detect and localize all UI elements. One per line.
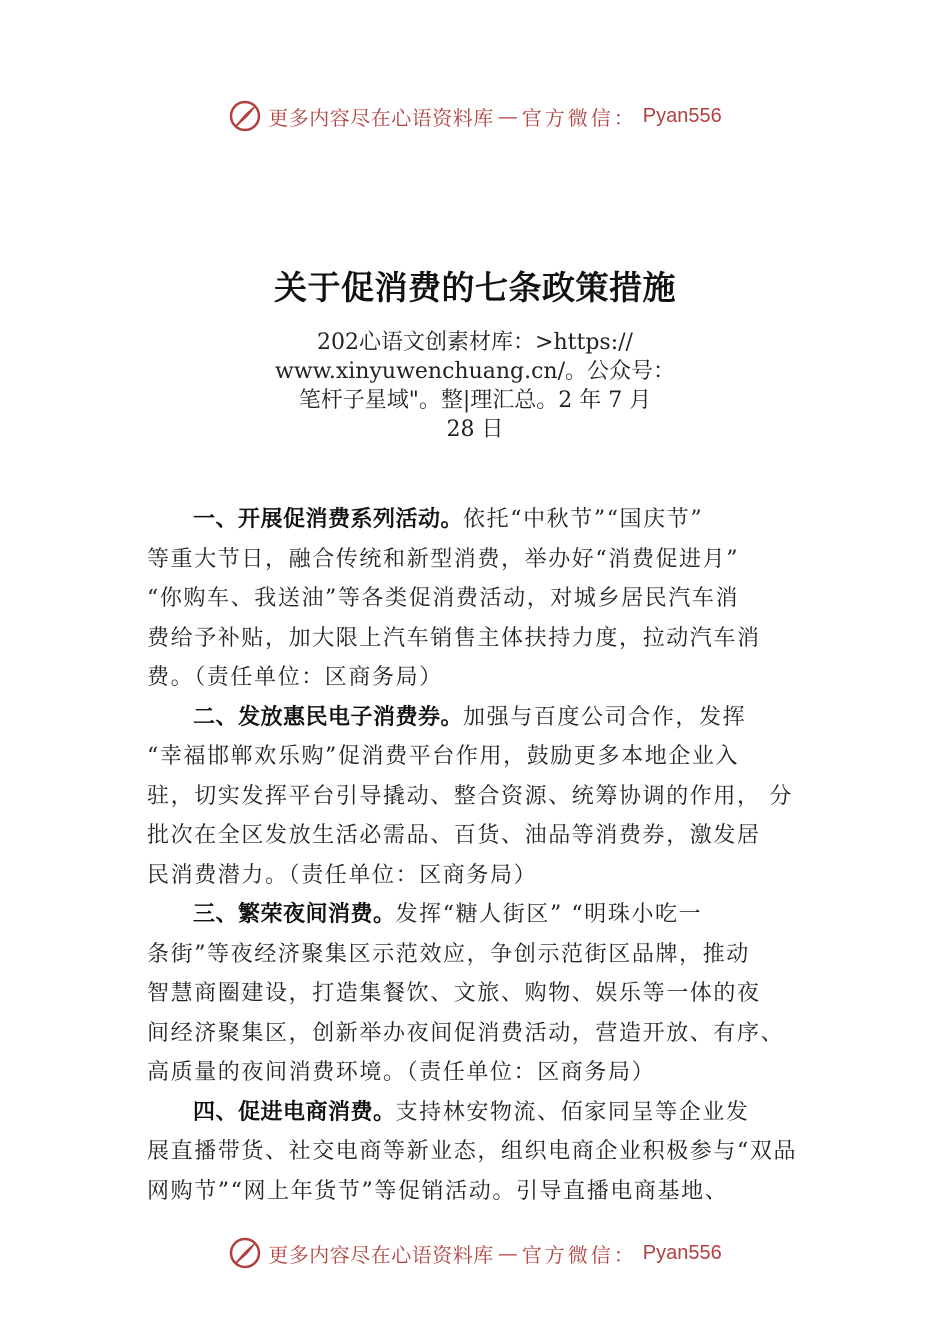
- subtitle-line: 笔杆子星域"。整|理汇总。2 年 7 月: [298, 388, 652, 413]
- paragraph-line: 高质量的夜间消费环境。（责任单位：区商务局）: [147, 1060, 656, 1085]
- paragraph-line: 驻，切实发挥平台引导撬动、整合资源、统筹协调的作用， 分: [147, 783, 793, 809]
- paragraph-line: 展直播带货、社交电商等新业态，组织电商企业积极参与“双品: [147, 1139, 798, 1164]
- paragraph-line: 民消费潜力。（责任单位：区商务局）: [147, 862, 538, 888]
- quill-logo-icon: [228, 99, 262, 133]
- banner-official-label: 官方微信：: [521, 105, 637, 130]
- paragraph-first-line: [147, 1093, 811, 1133]
- subtitle-line: www.xinyuwenchuang.cn/。公众号：: [274, 359, 676, 384]
- section-paragraph: [147, 500, 811, 698]
- section-heading: 二、发放惠民电子消费券。: [193, 704, 464, 730]
- paragraph-first-line: [147, 895, 811, 935]
- header-banner: [0, 96, 950, 136]
- paragraph-line: “幸福邯郸欢乐购”促消费平台作用，鼓励更多本地企业入: [147, 744, 740, 769]
- paragraph-line: 网购节”“网上年货节”等促销活动。引导直播电商基地、: [147, 1178, 729, 1204]
- paragraph-line: 费给予补贴，加大限上汽车销售主体扶持力度，拉动汽车消: [147, 625, 761, 651]
- paragraph-text: 发挥“糖人街区” “明珠小吃一: [395, 902, 703, 927]
- section-paragraph: [147, 1093, 811, 1212]
- paragraph-line: 费。（责任单位：区商务局）: [147, 665, 443, 690]
- banner-wechat-id: Pyan556: [642, 104, 722, 127]
- section-paragraph: [147, 698, 811, 896]
- document-body: [147, 500, 811, 1211]
- banner-separator: —: [497, 104, 518, 128]
- paragraph-text: 支持林安物流、佰家同呈等企业发: [395, 1099, 750, 1125]
- section-heading: 三、繁荣夜间消费。: [193, 902, 396, 927]
- paragraph-line: 等重大节日，融合传统和新型消费，举办好“消费促进月”: [147, 546, 740, 572]
- paragraph-first-line: [147, 500, 811, 540]
- paragraph-line: “你购车、我送油”等各类促消费活动，对城乡居民汽车消: [147, 586, 740, 611]
- document-title: 关于促消费的七条政策措施: [274, 268, 676, 307]
- footer-banner: [0, 1233, 950, 1273]
- subtitle-line: 28 日: [446, 417, 504, 442]
- section-heading: 一、开展促消费系列活动。: [193, 507, 464, 532]
- paragraph-line: 条街”等夜经济聚集区示范效应，争创示范街区品牌，推动: [147, 941, 750, 967]
- banner-text: 更多内容尽在心语资料库: [268, 105, 494, 130]
- paragraph-text: 依托“中秋节”“国庆节”: [463, 507, 704, 532]
- banner-official-label: 官方微信：: [521, 1242, 637, 1267]
- document-subtitle: [200, 328, 750, 444]
- paragraph-line: 间经济聚集区，创新举办夜间促消费活动，营造开放、有序、: [147, 1020, 785, 1046]
- paragraph-text: 加强与百度公司合作，发挥: [463, 704, 747, 730]
- section-paragraph: [147, 895, 811, 1093]
- quill-logo-icon: [228, 1236, 262, 1270]
- subtitle-line: 202心语文创素材库：>https://: [317, 330, 633, 355]
- banner-wechat-id: Pyan556: [642, 1241, 722, 1264]
- paragraph-line: 智慧商圈建设，打造集餐饮、文旅、购物、娱乐等一体的夜: [147, 981, 761, 1006]
- section-heading: 四、促进电商消费。: [193, 1099, 396, 1125]
- paragraph-line: 批次在全区发放生活必需品、百货、油品等消费券，激发居: [147, 823, 761, 848]
- banner-text: 更多内容尽在心语资料库: [268, 1242, 494, 1267]
- banner-separator: —: [497, 1241, 518, 1265]
- paragraph-first-line: [147, 698, 811, 738]
